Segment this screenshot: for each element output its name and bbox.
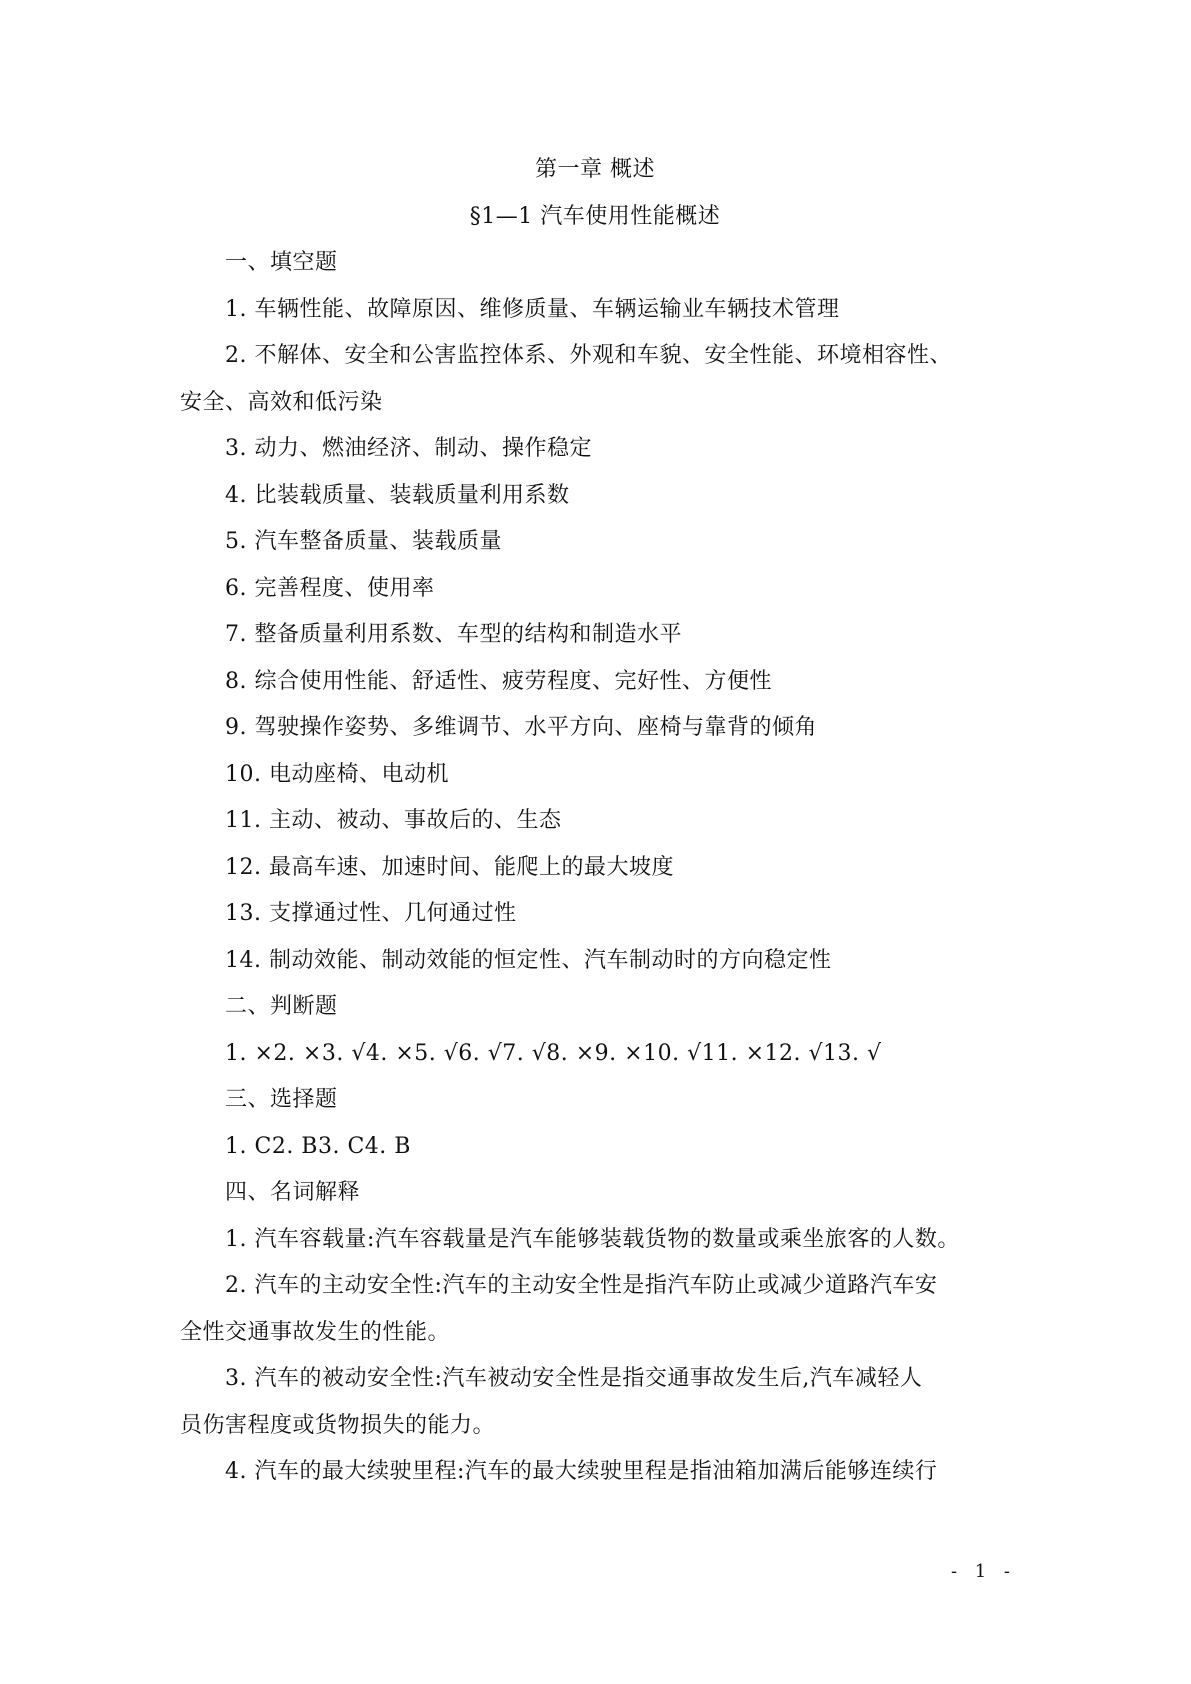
fill-blank-item-10: 10. 电动座椅、电动机 (225, 761, 449, 787)
fill-blank-item-3: 3. 动力、燃油经济、制动、操作稳定 (225, 436, 592, 461)
true-false-answers: 1. ×2. ×3. √4. ×5. √6. √7. √8. ×9. ×10. √11. ×12. √13. √ (225, 1040, 882, 1066)
fill-blank-heading: 一、填空题 (225, 250, 338, 275)
term-4: 4. 汽车的最大续驶里程:汽车的最大续驶里程是指油箱加满后能够连续行 (225, 1459, 938, 1484)
true-false-heading: 二、判断题 (225, 994, 338, 1019)
section-title: §1—1 汽车使用性能概述 (469, 203, 721, 229)
term-2-continued: 全性交通事故发生的性能。 (180, 1319, 451, 1345)
terms-heading: 四、名词解释 (225, 1180, 361, 1205)
fill-blank-item-1: 1. 车辆性能、故障原因、维修质量、车辆运输业车辆技术管理 (225, 296, 840, 322)
fill-blank-item-14: 14. 制动效能、制动效能的恒定性、汽车制动时的方向稳定性 (225, 947, 832, 973)
fill-blank-item-4: 4. 比装载质量、装载质量利用系数 (225, 482, 570, 508)
page-content (180, 147, 1010, 1496)
fill-blank-item-7: 7. 整备质量利用系数、车型的结构和制造水平 (225, 622, 682, 647)
fill-blank-item-6: 6. 完善程度、使用率 (225, 575, 435, 601)
fill-blank-item-9: 9. 驾驶操作姿势、多维调节、水平方向、座椅与靠背的倾角 (225, 715, 817, 740)
chapter-title: 第一章 概述 (535, 157, 655, 182)
term-3-continued: 员伤害程度或货物损失的能力。 (180, 1412, 496, 1438)
term-1: 1. 汽车容载量:汽车容载量是汽车能够装载货物的数量或乘坐旅客的人数。 (225, 1226, 960, 1252)
choice-heading: 三、选择题 (225, 1087, 338, 1112)
fill-blank-item-5: 5. 汽车整备质量、装载质量 (225, 529, 502, 554)
term-2: 2. 汽车的主动安全性:汽车的主动安全性是指汽车防止或减少道路汽车安 (225, 1273, 938, 1298)
fill-blank-item-2: 2. 不解体、安全和公害监控体系、外观和车貌、安全性能、环境相容性、 (225, 343, 952, 368)
fill-blank-item-2-continued: 安全、高效和低污染 (180, 389, 383, 415)
page-number: - 1 - (950, 1561, 1016, 1582)
choice-answers: 1. C2. B3. C4. B (225, 1133, 411, 1159)
term-3: 3. 汽车的被动安全性:汽车被动安全性是指交通事故发生后,汽车减轻人 (225, 1366, 923, 1391)
fill-blank-item-11: 11. 主动、被动、事故后的、生态 (225, 808, 562, 833)
fill-blank-item-8: 8. 综合使用性能、舒适性、疲劳程度、完好性、方便性 (225, 668, 772, 694)
fill-blank-item-13: 13. 支撑通过性、几何通过性 (225, 901, 517, 926)
fill-blank-item-12: 12. 最高车速、加速时间、能爬上的最大坡度 (225, 854, 674, 880)
